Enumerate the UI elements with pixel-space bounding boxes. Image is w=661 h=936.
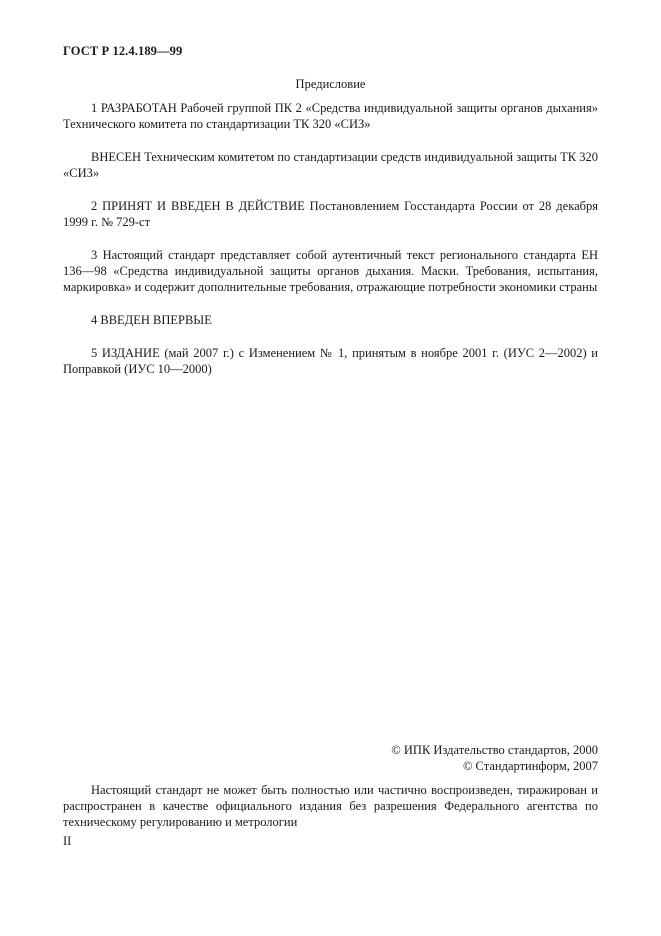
copyright-publisher: © ИПК Издательство стандартов, 2000 — [391, 743, 598, 757]
foreword-item-edition: 5 ИЗДАНИЕ (май 2007 г.) с Изменением № 1, принятым в ноябре 2001 г. (ИУС 2—2002) и Поправкой (ИУС 10—2000) — [63, 346, 598, 376]
copyright-standartinform: © Стандартинформ, 2007 — [462, 759, 598, 773]
foreword-item-first-introduced: 4 ВВЕДЕН ВПЕРВЫЕ — [91, 313, 212, 327]
page-number: II — [63, 834, 72, 848]
foreword-item-adopted: 2 ПРИНЯТ И ВВЕДЕН В ДЕЙСТВИЕ Постановлением Госстандарта России от 28 декабря 1999 г. № 729-ст — [63, 199, 598, 229]
foreword-item-developed: 1 РАЗРАБОТАН Рабочей группой ПК 2 «Средства индивидуальной защиты органов дыхания» Технического комитета по стандартизации ТК 320 «СИЗ» — [63, 101, 598, 131]
reproduction-notice: Настоящий стандарт не может быть полностью или частично воспроизведен, тиражирован и распространен в качестве официального издания без разрешения Федерального агентства по техническому регулированию и метрологии — [63, 783, 598, 829]
section-title: Предисловие — [295, 77, 366, 91]
foreword-content — [63, 100, 598, 394]
foreword-item-authentic-text: 3 Настоящий стандарт представляет собой аутентичный текст регионального стандарта ЕН 136—98 «Средства индивидуальной защиты органов дыхания. Маски. Требования, испытания, маркировка» и содержит дополнительные требования, отражающие потребности экономики страны — [63, 248, 598, 294]
foreword-item-introduced: ВНЕСЕН Техническим комитетом по стандартизации средств индивидуальной защиты ТК 320 «СИЗ» — [63, 150, 598, 180]
document-code-header: ГОСТ Р 12.4.189—99 — [63, 44, 183, 58]
